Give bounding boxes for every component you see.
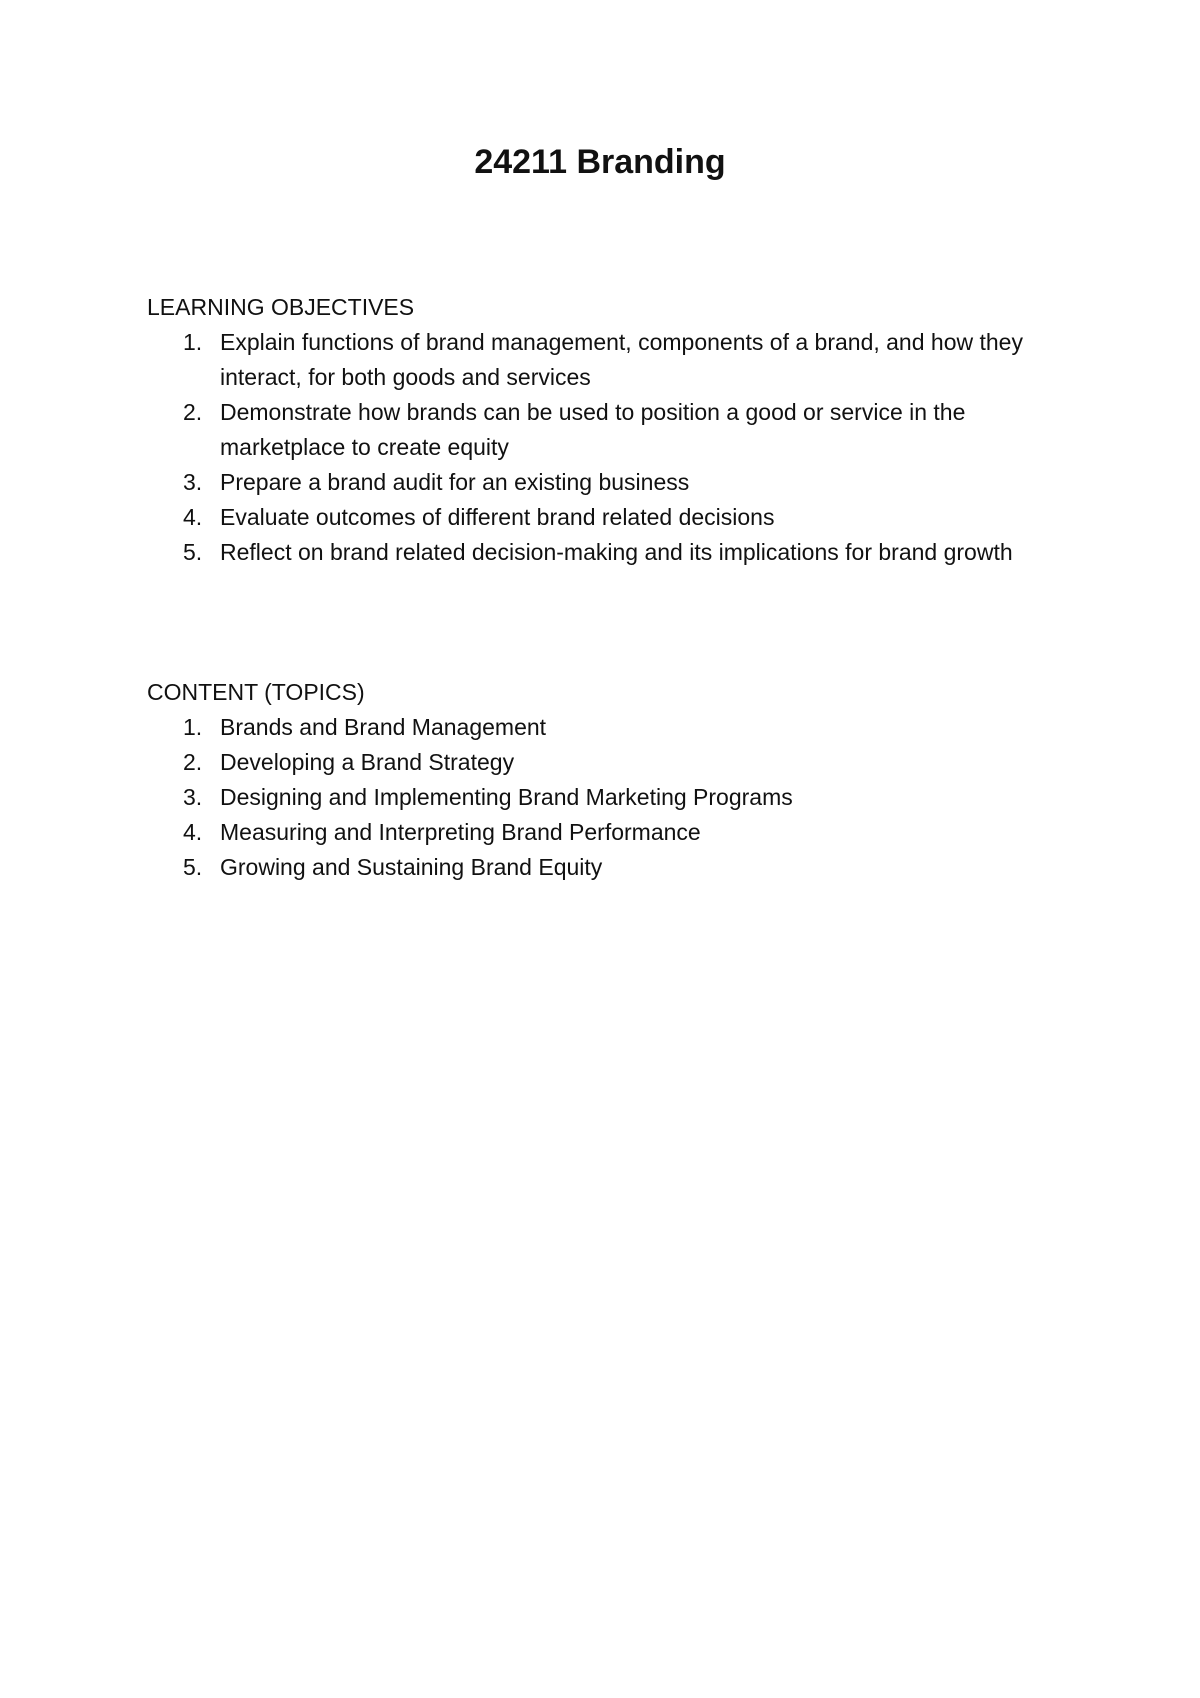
objective-text: Evaluate outcomes of different brand related decisions bbox=[220, 504, 775, 530]
content-topics-section bbox=[147, 675, 1077, 885]
document-title: 24211 Branding bbox=[474, 143, 726, 181]
objective-text: Demonstrate how brands can be used to position a good or service in the marketplace to create equity bbox=[220, 399, 966, 460]
objective-item bbox=[147, 535, 1077, 570]
topic-text: Designing and Implementing Brand Marketing Programs bbox=[220, 784, 793, 810]
content-topics-heading: CONTENT (TOPICS) bbox=[147, 679, 365, 705]
learning-objectives-list bbox=[147, 325, 1077, 570]
objective-item bbox=[147, 500, 1077, 535]
topic-number: 5. bbox=[183, 854, 203, 880]
topic-item bbox=[147, 780, 1077, 815]
topic-number: 4. bbox=[183, 819, 203, 845]
objective-item bbox=[147, 395, 1077, 465]
topic-text: Growing and Sustaining Brand Equity bbox=[220, 854, 603, 880]
objective-number: 5. bbox=[183, 539, 203, 565]
objective-text: Explain functions of brand management, components of a brand, and how they interact, for both goods and services bbox=[220, 329, 1023, 390]
objective-item bbox=[147, 325, 1077, 395]
topic-item bbox=[147, 815, 1077, 850]
topic-item bbox=[147, 850, 1077, 885]
objective-number: 3. bbox=[183, 469, 203, 495]
topic-item bbox=[147, 745, 1077, 780]
topic-text: Measuring and Interpreting Brand Performance bbox=[220, 819, 701, 845]
topic-number: 1. bbox=[183, 714, 203, 740]
objective-text: Prepare a brand audit for an existing business bbox=[220, 469, 690, 495]
topic-number: 2. bbox=[183, 749, 203, 775]
learning-objectives-heading: LEARNING OBJECTIVES bbox=[147, 294, 415, 320]
topic-item bbox=[147, 710, 1077, 745]
objective-item bbox=[147, 465, 1077, 500]
learning-objectives-section bbox=[147, 290, 1077, 570]
objective-number: 2. bbox=[183, 399, 203, 425]
content-topics-list bbox=[147, 710, 1077, 885]
topic-number: 3. bbox=[183, 784, 203, 810]
topic-text: Brands and Brand Management bbox=[220, 714, 547, 740]
objective-text: Reflect on brand related decision-making and its implications for brand growth bbox=[220, 539, 1013, 565]
objective-number: 4. bbox=[183, 504, 203, 530]
objective-number: 1. bbox=[183, 329, 203, 355]
topic-text: Developing a Brand Strategy bbox=[220, 749, 515, 775]
